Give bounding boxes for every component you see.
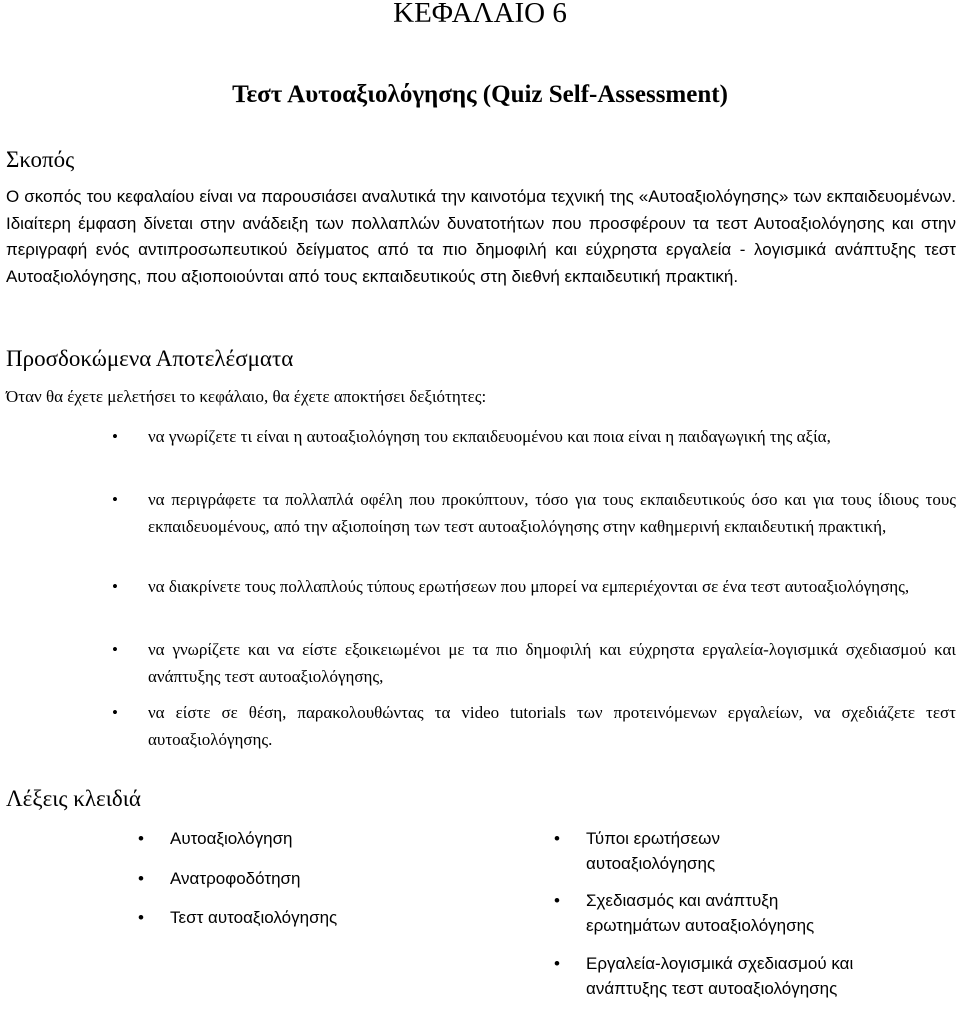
keyword-item bbox=[554, 826, 886, 876]
keyword-item bbox=[138, 826, 430, 851]
outcome-item bbox=[112, 424, 956, 451]
outcome-text: να γνωρίζετε τι είναι η αυτοαξιολόγηση του εκπαιδευομένου και ποια είναι η παιδαγωγική της αξία, bbox=[148, 427, 831, 446]
bullet-icon: • bbox=[554, 954, 560, 973]
keyword-text: Ανατροφοδότηση bbox=[170, 869, 301, 888]
keyword-text: Τεστ αυτοαξιολόγησης bbox=[170, 908, 338, 927]
bullet-icon: • bbox=[112, 490, 118, 509]
bullet-icon: • bbox=[112, 703, 118, 722]
outcome-item bbox=[112, 700, 956, 753]
outcomes-heading: Προσδοκώμενα Αποτελέσματα bbox=[6, 346, 294, 371]
outcome-text: να είστε σε θέση, παρακολουθώντας τα video tutorials των προτεινόμενων εργαλείων, να σχεδιάζετε τεστ αυτοαξιολόγησης. bbox=[148, 703, 956, 749]
outcomes-intro: Όταν θα έχετε μελετήσει το κεφάλαιο, θα έχετε αποκτήσει δεξιότητες: bbox=[6, 387, 487, 406]
bullet-icon: • bbox=[554, 829, 560, 848]
bullet-icon: • bbox=[554, 891, 560, 910]
page-subtitle: Τεστ Αυτοαξιολόγησης (Quiz Self-Assessment) bbox=[232, 81, 728, 108]
keyword-item bbox=[554, 888, 886, 938]
keyword-text: Αυτοαξιολόγηση bbox=[170, 829, 293, 848]
bullet-icon: • bbox=[112, 640, 118, 659]
outcome-text: να περιγράφετε τα πολλαπλά οφέλη που προκύπτουν, τόσο για τους εκπαιδευτικούς όσο και για τους ίδιους τους εκπαιδευομένους, από την αξιοποίηση των τεστ αυτοαξιολόγησης στην καθημερινή εκπαιδευτική πρακτική, bbox=[148, 490, 956, 536]
purpose-paragraph: Ο σκοπός του κεφαλαίου είναι να παρουσιάσει αναλυτικά την καινοτόμα τεχνική της «Αυτοαξιολόγησης» των εκπαιδευομένων. Ιδιαίτερη έμφαση δίνεται στην ανάδειξη των πολλαπλών δυνατοτήτων που προσφέρουν τα τεστ Αυτοαξιολόγησης και στην περιγραφή ενός αντιπροσωπευτικού δείγματος από τα πιο δημοφιλή και εύχρηστα εργαλεία - λογισμικά ανάπτυξης τεστ Αυτοαξιολόγησης, που αξιοποιούνται από τους εκπαιδευτικούς στη διεθνή εκπαιδευτική πρακτική. bbox=[6, 187, 956, 286]
keyword-text: Εργαλεία-λογισμικά σχεδιασμού και ανάπτυξης τεστ αυτοαξιολόγησης bbox=[586, 954, 854, 998]
keyword-item bbox=[138, 866, 430, 891]
chapter-title: ΚΕΦΑΛΑΙΟ 6 bbox=[393, 0, 567, 29]
outcome-text: να γνωρίζετε και να είστε εξοικειωμένοι με τα πιο δημοφιλή και εύχρηστα εργαλεία-λογισμικά σχεδιασμού και ανάπτυξης τεστ αυτοαξιολόγησης, bbox=[148, 640, 956, 686]
outcome-item bbox=[112, 574, 956, 601]
outcome-item bbox=[112, 637, 956, 690]
keywords-heading: Λέξεις κλειδιά bbox=[6, 786, 141, 811]
keyword-item bbox=[554, 951, 886, 1001]
bullet-icon: • bbox=[112, 427, 118, 446]
bullet-icon: • bbox=[112, 577, 118, 596]
bullet-icon: • bbox=[138, 869, 144, 888]
keyword-item bbox=[138, 905, 430, 930]
outcome-text: να διακρίνετε τους πολλαπλούς τύπους ερωτήσεων που μπορεί να εμπεριέχονται σε ένα τεστ αυτοαξιολόγησης, bbox=[148, 577, 910, 596]
keyword-text: Τύποι ερωτήσεων αυτοαξιολόγησης bbox=[586, 829, 720, 873]
outcome-item bbox=[112, 487, 956, 540]
keyword-text: Σχεδιασμός και ανάπτυξη ερωτημάτων αυτοαξιολόγησης bbox=[586, 891, 815, 935]
purpose-heading: Σκοπός bbox=[6, 147, 75, 172]
bullet-icon: • bbox=[138, 908, 144, 927]
bullet-icon: • bbox=[138, 829, 144, 848]
